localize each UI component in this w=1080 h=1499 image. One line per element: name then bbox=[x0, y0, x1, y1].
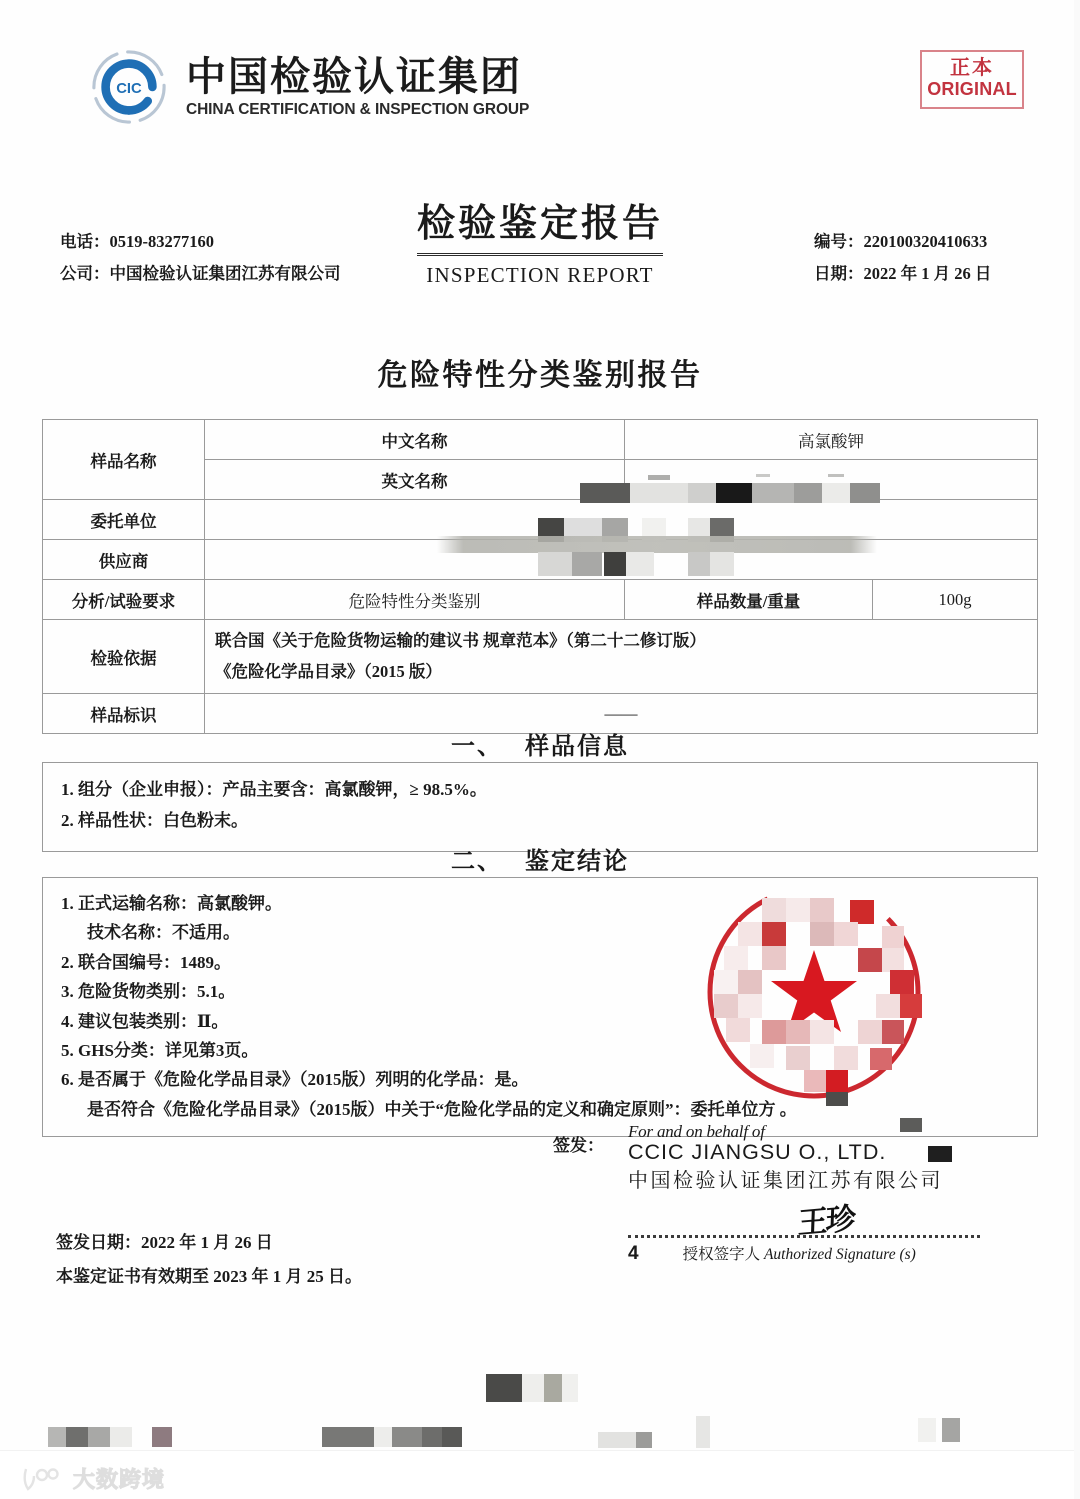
page-number: 4 bbox=[628, 1243, 639, 1264]
redaction-bottom-right-a bbox=[598, 1428, 728, 1450]
signature-block bbox=[628, 1122, 980, 1265]
report-number-row bbox=[814, 226, 991, 258]
report-number-label: 编号： bbox=[814, 232, 864, 251]
quantity-label: 样品数量/重量 bbox=[625, 580, 873, 620]
sample-mark-value: —— bbox=[205, 694, 1038, 734]
cn-name-label: 中文名称 bbox=[205, 420, 625, 460]
for-and-on-behalf-text: For and on behalf of bbox=[628, 1122, 765, 1141]
en-name-label: 英文名称 bbox=[205, 460, 625, 500]
section-2-index: 二、 bbox=[451, 849, 503, 875]
sample-info-table bbox=[42, 419, 1038, 734]
header-meta-right bbox=[814, 226, 991, 290]
authorized-signature-cn: 授权签字人 bbox=[682, 1246, 761, 1263]
page-title-en: INSPECTION REPORT bbox=[426, 263, 654, 287]
signing-company-cn: 中国检验认证集团江苏有限公司 bbox=[628, 1170, 943, 1192]
supplier-value bbox=[205, 540, 1038, 580]
report-number-value: 220100320410633 bbox=[863, 232, 988, 251]
issue-date-value: 2022 年 1 月 26 日 bbox=[141, 1233, 273, 1252]
original-badge-en: ORIGINAL bbox=[927, 79, 1017, 100]
section-1-body bbox=[42, 762, 1038, 852]
list-item: 是否符合《危险化学品目录》（2015版）中关于“危险化学品的定义和确定原则”：委托单位方 。 bbox=[87, 1099, 797, 1119]
list-item: 2. 样品性状：白色粉末。 bbox=[61, 810, 248, 830]
list-item: 1. 组分（企业申报）：产品主要含：高氯酸钾，≥ 98.5%。 bbox=[61, 780, 487, 799]
sample-mark-label: 样品标识 bbox=[43, 694, 205, 734]
section-2-heading bbox=[0, 841, 1080, 876]
client-value bbox=[205, 500, 1038, 540]
list-item: 1. 正式运输名称：高氯酸钾。 bbox=[61, 894, 282, 913]
table-row bbox=[43, 420, 1038, 460]
phone-value: 0519-83277160 bbox=[109, 232, 214, 251]
section-2-title: 鉴定结论 bbox=[525, 849, 629, 875]
list-item: 3. 危险货物类别：5.1。 bbox=[61, 982, 236, 1002]
validity-row: 本鉴定证书有效期至 2023 年 1 月 25 日。 bbox=[56, 1267, 362, 1286]
signing-company-en: CCIC JIANGSU O., LTD. bbox=[628, 1140, 887, 1164]
sample-name-label: 样品名称 bbox=[43, 420, 205, 500]
redaction-bottom-center bbox=[486, 1374, 578, 1404]
basis-line-1: 联合国《关于危险货物运输的建议书 规章范本》（第二十二修订版） bbox=[215, 631, 706, 650]
redaction-bottom-mid bbox=[322, 1427, 462, 1449]
report-subtitle: 危险特性分类鉴别报告 bbox=[377, 359, 703, 392]
letterhead bbox=[90, 48, 529, 126]
quantity-value: 100g bbox=[873, 580, 1038, 620]
issue-date-row bbox=[56, 1226, 362, 1260]
list-item: 6. 是否属于《危险化学品目录》（2015版）列明的化学品：是。 bbox=[61, 1070, 529, 1090]
dashu-kuajing-logo-icon bbox=[22, 1463, 165, 1494]
section-2-body bbox=[42, 877, 1038, 1137]
phone-label: 电话： bbox=[60, 232, 110, 251]
brand-name-en: CHINA CERTIFICATION & INSPECTION GROUP bbox=[186, 100, 530, 118]
table-row bbox=[43, 620, 1038, 694]
table-row bbox=[43, 580, 1038, 620]
report-date-label: 日期： bbox=[814, 264, 864, 284]
section-1-heading bbox=[0, 726, 1080, 761]
table-row bbox=[43, 500, 1038, 540]
company-label: 公司： bbox=[60, 264, 110, 284]
company-value: 中国检验认证集团江苏有限公司 bbox=[109, 264, 341, 284]
redaction-bottom-left bbox=[48, 1427, 208, 1449]
handwritten-signature: 王珍 bbox=[797, 1202, 855, 1241]
basis-line-2: 《危险化学品目录》（2015 版） bbox=[215, 661, 442, 681]
brand-name-cn: 中国检验认证集团 bbox=[186, 54, 522, 99]
basis-label: 检验依据 bbox=[43, 620, 205, 694]
analysis-value: 危险特性分类鉴别 bbox=[205, 580, 625, 620]
cic-circular-logo-icon bbox=[90, 48, 168, 126]
dates-block bbox=[56, 1226, 362, 1294]
list-item: 2. 联合国编号：1489。 bbox=[61, 952, 231, 972]
cn-name-value: 高氯酸钾 bbox=[625, 420, 1038, 460]
footer-bar bbox=[0, 1450, 1080, 1499]
client-label: 委托单位 bbox=[43, 500, 205, 540]
header-meta-left bbox=[60, 226, 341, 290]
report-date-row bbox=[814, 258, 991, 290]
list-item: 技术名称：不适用。 bbox=[87, 923, 240, 943]
signature-footer bbox=[628, 1242, 980, 1265]
supplier-label: 供应商 bbox=[43, 540, 205, 580]
page-title-text: 检验鉴定报告 bbox=[417, 192, 663, 256]
table-row bbox=[43, 540, 1038, 580]
svg-text:CIC: CIC bbox=[116, 81, 142, 98]
analysis-label: 分析/试验要求 bbox=[43, 580, 205, 620]
list-item: 4. 建议包装类别：Ⅱ。 bbox=[61, 1011, 229, 1031]
signature-label: 签发： bbox=[553, 1136, 604, 1155]
company-row bbox=[60, 258, 341, 290]
phone-row bbox=[60, 226, 341, 258]
basis-value bbox=[205, 620, 1038, 694]
scrollbar[interactable] bbox=[1074, 0, 1080, 1499]
sample-info-table-wrap bbox=[42, 419, 1038, 734]
list-item: 5. GHS分类：详见第3页。 bbox=[61, 1041, 259, 1061]
watermark-text: 大数跨境 bbox=[73, 1467, 166, 1492]
original-badge bbox=[920, 50, 1024, 109]
redaction-bottom-right-b bbox=[918, 1418, 968, 1444]
report-date-value: 2022 年 1 月 26 日 bbox=[863, 264, 992, 284]
section-1-index: 一、 bbox=[451, 734, 503, 760]
authorized-signature-caption bbox=[683, 1242, 916, 1264]
original-badge-cn: 正本 bbox=[950, 57, 994, 79]
authorized-signature-en: Authorized Signature (s) bbox=[763, 1246, 916, 1263]
en-name-value bbox=[625, 460, 1038, 500]
section-1-title: 样品信息 bbox=[525, 734, 629, 760]
issue-date-label: 签发日期： bbox=[56, 1233, 141, 1252]
